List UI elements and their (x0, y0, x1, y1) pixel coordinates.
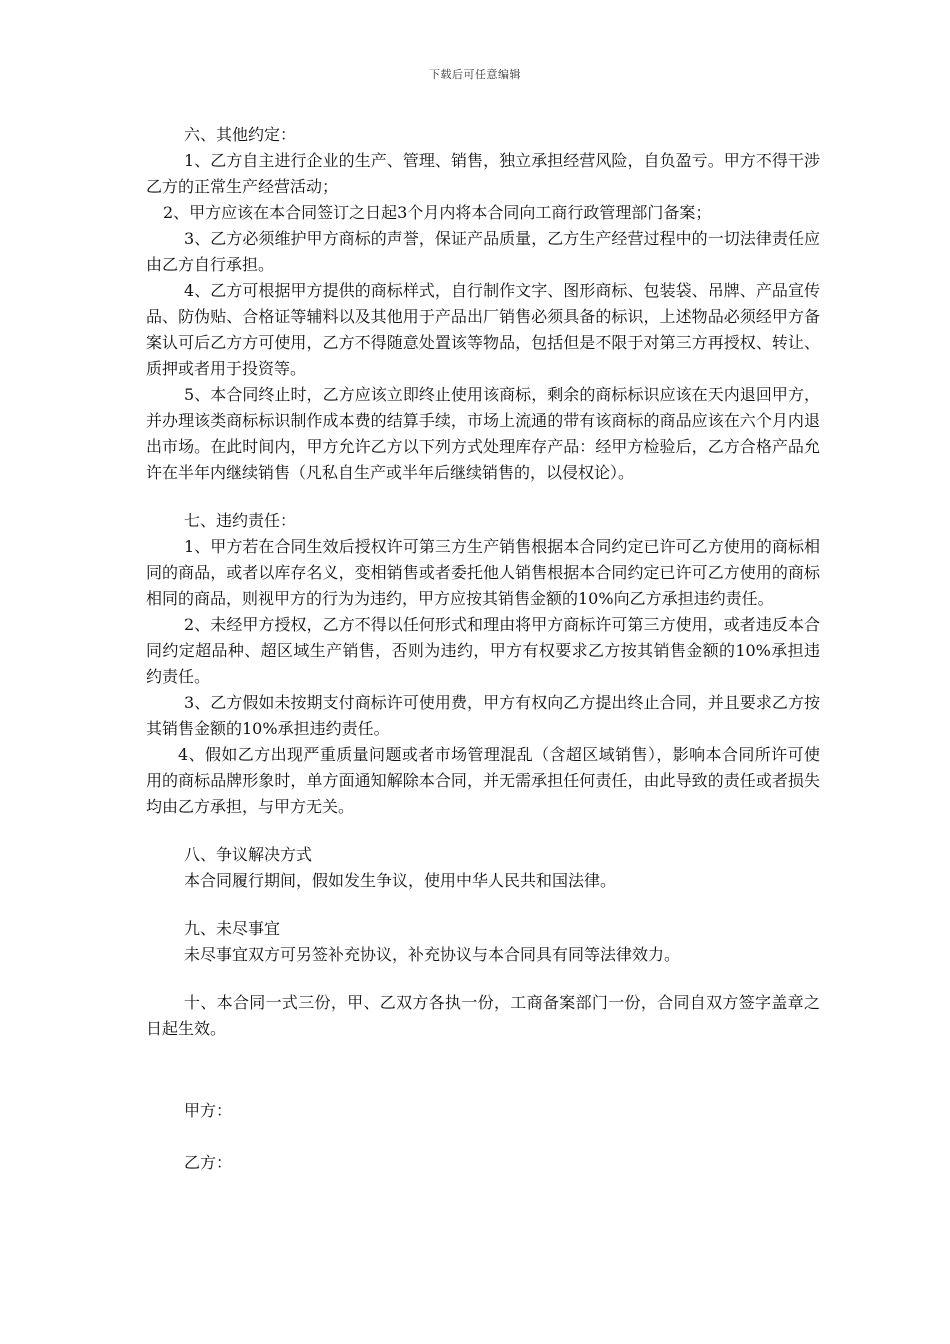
signature-block (146, 1098, 820, 1176)
section-dispute-resolution (146, 842, 820, 894)
clause-paragraph: 2、甲方应该在本合同签订之日起3个月内将本合同向工商行政管理部门备案； (163, 203, 712, 222)
clause-paragraph: 4、假如乙方出现严重质量问题或者市场管理混乱（含超区域销售），影响本合同所许可使用的商标品牌形象时，单方面通知解除本合同，并无需承担任何责任，由此导致的责任或者损失均由乙方承担，与甲方无关。 (146, 745, 820, 816)
clause-paragraph: 本合同履行期间，假如发生争议，使用中华人民共和国法律。 (184, 871, 617, 890)
section-heading: 九、未尽事宜 (184, 919, 281, 938)
clause-paragraph: 1、乙方自主进行企业的生产、管理、销售，独立承担经营风险，自负盈亏。甲方不得干涉乙方的正常生产经营活动； (146, 151, 820, 196)
section-breach-liability (146, 508, 820, 820)
clause-paragraph: 2、未经甲方授权，乙方不得以任何形式和理由将甲方商标许可第三方使用，或者违反本合同约定超品种、超区域生产销售，否则为违约，甲方有权要求乙方按其销售金额的10%承担违约责任。 (146, 615, 820, 686)
signature-spacer (146, 1124, 820, 1150)
section-spacer (146, 820, 820, 842)
contract-body (146, 122, 820, 1176)
signature-spacer (146, 1042, 820, 1098)
party-b-signature: 乙方： (184, 1153, 233, 1172)
section-heading: 八、争议解决方式 (184, 845, 313, 864)
clause-paragraph: 1、甲方若在合同生效后授权许可第三方生产销售根据本合同约定已许可乙方使用的商标相同的商品，或者以库存名义，变相销售或者委托他人销售根据本合同约定已许可乙方使用的商标相同的商品，则视甲方的行为为违约，甲方应按其销售金额的10%向乙方承担违约责任。 (146, 537, 820, 608)
section-unresolved-matters (146, 916, 820, 968)
header-note: 下载后可任意编辑 (429, 68, 521, 81)
clause-paragraph: 十、本合同一式三份，甲、乙双方各执一份，工商备案部门一份，合同自双方签字盖章之日起生效。 (146, 993, 820, 1038)
section-other-agreements (146, 122, 820, 486)
section-copies-effectiveness (146, 990, 820, 1042)
clause-paragraph: 3、乙方必须维护甲方商标的声誉，保证产品质量，乙方生产经营过程中的一切法律责任应由乙方自行承担。 (146, 229, 820, 274)
clause-paragraph: 4、乙方可根据甲方提供的商标样式，自行制作文字、图形商标、包装袋、吊牌、产品宣传品、防伪贴、合格证等辅料以及其他用于产品出厂销售必须具备的标识，上述物品必须经甲方备案认可后乙方方可使用，乙方不得随意处置该等物品，包括但是不限于对第三方再授权、转让、质押或者用于投资等。 (146, 281, 820, 378)
clause-paragraph: 5、本合同终止时，乙方应该立即终止使用该商标，剩余的商标标识应该在天内退回甲方，并办理该类商标标识制作成本费的结算手续，市场上流通的带有该商标的商品应该在六个月内退出市场。在此时间内，甲方允许乙方以下列方式处理库存产品：经甲方检验后，乙方合格产品允许在半年内继续销售（凡私自生产或半年后继续销售的，以侵权论）。 (146, 385, 820, 482)
section-heading: 六、其他约定： (184, 125, 297, 144)
section-heading: 七、违约责任： (184, 511, 297, 530)
section-spacer (146, 486, 820, 508)
section-spacer (146, 894, 820, 916)
section-spacer (146, 968, 820, 990)
clause-paragraph: 3、乙方假如未按期支付商标许可使用费，甲方有权向乙方提出终止合同，并且要求乙方按其销售金额的10%承担违约责任。 (146, 693, 820, 738)
clause-paragraph: 未尽事宜双方可另签补充协议，补充协议与本合同具有同等法律效力。 (184, 945, 681, 964)
party-a-signature: 甲方： (184, 1101, 233, 1120)
